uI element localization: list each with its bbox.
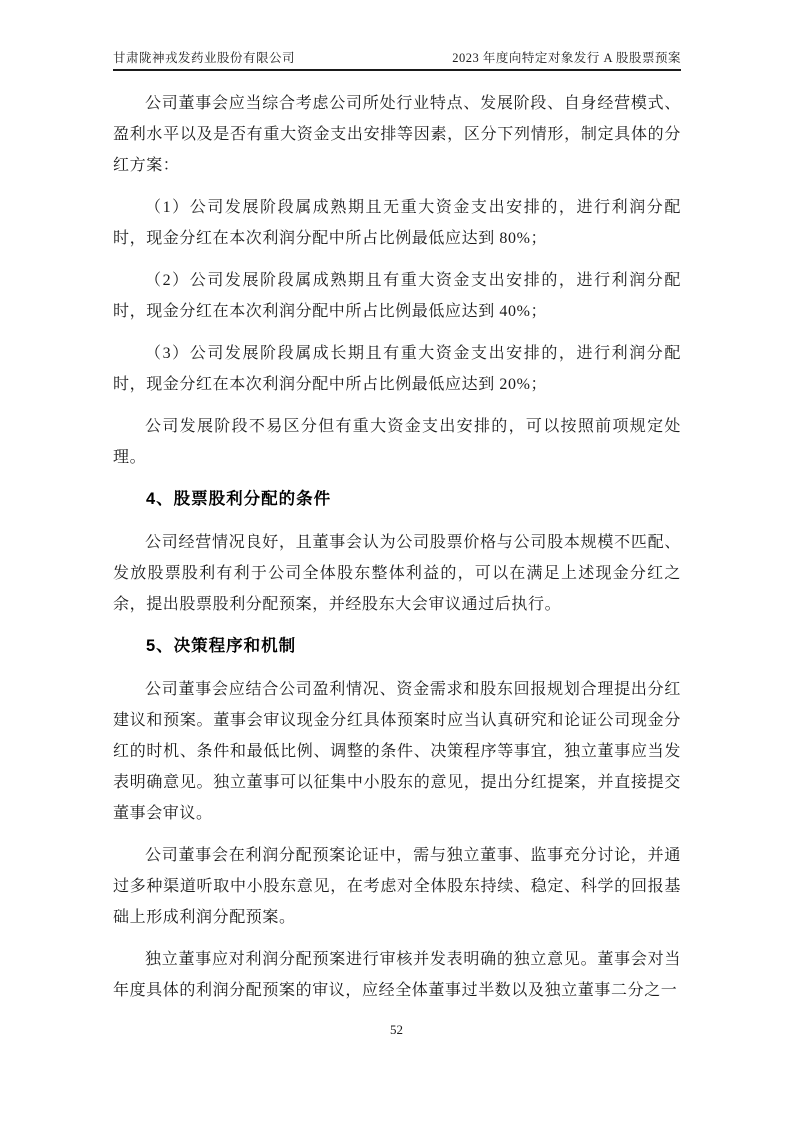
header-company-name: 甘肃陇神戎发药业股份有限公司 [113,51,296,65]
section-heading: 5、决策程序和机制 [146,637,297,655]
body-paragraph: （3）公司发展阶段属成长期且有重大资金支出安排的，进行利润分配时，现金分红在本次利润分配中所占比例最低应达到 20%； [113,345,681,393]
section-heading: 4、股票股利分配的条件 [146,490,332,508]
body-paragraph: 公司董事会应当综合考虑公司所处行业特点、发展阶段、自身经营模式、盈利水平以及是否有重大资金支出安排等因素，区分下列情形，制定具体的分红方案： [113,95,681,174]
body-paragraph: （2）公司发展阶段属成熟期且有重大资金支出安排的，进行利润分配时，现金分红在本次利润分配中所占比例最低应达到 40%； [113,272,681,320]
body-paragraph: 公司董事会应结合公司盈利情况、资金需求和股东回报规划合理提出分红建议和预案。董事会审议现金分红具体预案时应当认真研究和论证公司现金分红的时机、条件和最低比例、调整的条件、决策程序等事宜，独立董事应当发表明确意见。独立董事可以征集中小股东的意见，提出分红提案，并直接提交董事会审议。 [113,681,681,822]
page-number: 52 [390,1022,403,1037]
page-header [113,48,681,71]
page-footer [0,1022,793,1122]
body-paragraph: 公司经营情况良好，且董事会认为公司股票价格与公司股本规模不匹配、发放股票股利有利于公司全体股东整体利益的，可以在满足上述现金分红之余，提出股票股利分配预案，并经股东大会审议通过后执行。 [113,534,681,613]
document-body [113,88,681,1017]
body-paragraph: 公司董事会在利润分配预案论证中，需与独立董事、监事充分讨论，并通过多种渠道听取中小股东意见，在考虑对全体股东持续、稳定、科学的回报基础上形成利润分配预案。 [113,847,681,926]
body-paragraph: 独立董事应对利润分配预案进行审核并发表明确的独立意见。董事会对当年度具体的利润分配预案的审议，应经全体董事过半数以及独立董事二分之一 [113,951,681,999]
body-paragraph: 公司发展阶段不易区分但有重大资金支出安排的，可以按照前项规定处理。 [113,418,681,466]
body-paragraph: （1）公司发展阶段属成熟期且无重大资金支出安排的，进行利润分配时，现金分红在本次利润分配中所占比例最低应达到 80%； [113,199,681,247]
header-document-title: 2023 年度向特定对象发行 A 股股票预案 [452,51,681,65]
